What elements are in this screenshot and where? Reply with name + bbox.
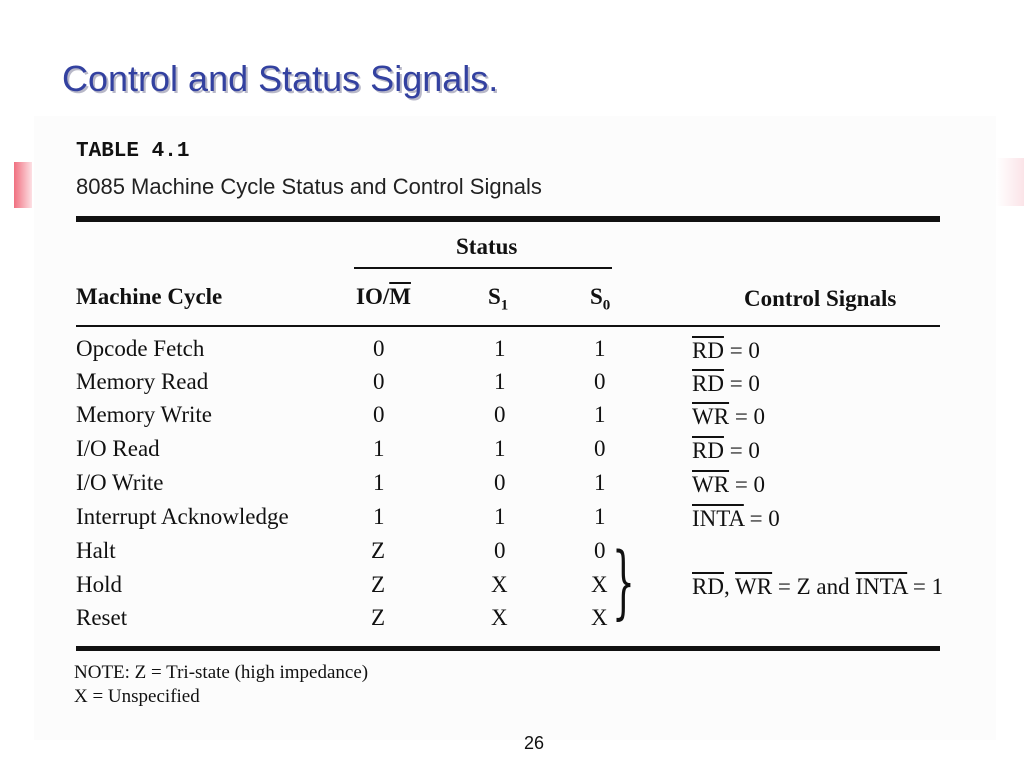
accent-bar-left bbox=[14, 162, 32, 208]
control-cell: $\overline{WR} = 0$ bbox=[692, 472, 766, 497]
cycle-cell: Halt bbox=[76, 538, 116, 563]
cycle-cell: Opcode Fetch bbox=[76, 336, 205, 361]
s0-cell: 1 bbox=[594, 336, 606, 361]
s0-header: $S_0$ bbox=[590, 284, 611, 314]
status-group-rule bbox=[354, 267, 612, 269]
io-m-header: $IO/\overline{M}$ bbox=[356, 284, 411, 309]
note-line: NOTE: Z = Tri-state (high impedance) bbox=[74, 662, 369, 683]
iom-cell: Z bbox=[371, 538, 386, 563]
iom-cell: 0 bbox=[373, 369, 385, 394]
iom-cell: 1 bbox=[373, 470, 385, 495]
header-rule bbox=[76, 325, 940, 327]
s1-cell: X bbox=[491, 605, 508, 630]
control-cell: $\overline{WR} = 0$ bbox=[692, 404, 766, 429]
s1-cell: 0 bbox=[494, 538, 506, 563]
table-caption: 8085 Machine Cycle Status and Control Signals bbox=[76, 174, 542, 199]
s1-header: $S_1$ bbox=[488, 284, 509, 314]
cycle-cell: Memory Read bbox=[76, 369, 209, 394]
control-cell: INTA = 0 bbox=[692, 506, 780, 531]
s1-cell: 1 bbox=[494, 436, 506, 461]
slide-title: Control and Status Signals. bbox=[62, 58, 499, 99]
table-label: TABLE 4.1 bbox=[76, 140, 190, 163]
cycle-cell: I/O Read bbox=[76, 436, 160, 461]
s1-cell: X bbox=[491, 572, 508, 597]
s1-cell: 1 bbox=[494, 336, 506, 361]
cycle-cell: I/O Write bbox=[76, 470, 164, 495]
iom-cell: 1 bbox=[373, 436, 385, 461]
iom-cell: 1 bbox=[373, 504, 385, 529]
iom-cell: Z bbox=[371, 605, 386, 630]
cycle-cell: Interrupt Acknowledge bbox=[76, 504, 289, 529]
s0-cell: 1 bbox=[594, 470, 606, 495]
s1-cell: 1 bbox=[494, 369, 506, 394]
s0-cell: X bbox=[591, 572, 608, 597]
accent-bar-right bbox=[996, 158, 1024, 206]
note-line: X = Unspecified bbox=[74, 686, 200, 707]
s0-cell: 1 bbox=[594, 504, 606, 529]
iom-cell: 0 bbox=[373, 402, 385, 427]
s0-cell: 0 bbox=[594, 369, 606, 394]
s1-cell: 1 bbox=[494, 504, 506, 529]
cycle-cell: Memory Write bbox=[76, 402, 212, 427]
control-cell: $\overline{RD} = 0$ bbox=[692, 438, 760, 463]
top-rule bbox=[76, 216, 940, 222]
machine-cycle-header: Machine Cycle bbox=[76, 284, 223, 309]
control-cell: $\overline{RD} = 0$ bbox=[692, 338, 760, 363]
control-cell: $\overline{RD} = 0$ bbox=[692, 371, 760, 396]
right-brace-icon: } bbox=[612, 535, 635, 628]
s0-cell: X bbox=[591, 605, 608, 630]
page-number: 26 bbox=[524, 733, 545, 753]
s0-cell: 1 bbox=[594, 402, 606, 427]
iom-cell: 0 bbox=[373, 336, 385, 361]
s0-cell: 0 bbox=[594, 436, 606, 461]
s0-cell: 0 bbox=[594, 538, 606, 563]
status-group-header: Status bbox=[456, 234, 518, 259]
iom-cell: Z bbox=[371, 572, 386, 597]
s1-cell: 0 bbox=[494, 402, 506, 427]
bottom-rule bbox=[76, 646, 940, 651]
cycle-cell: Reset bbox=[76, 605, 128, 630]
s1-cell: 0 bbox=[494, 470, 506, 495]
cycle-cell: Hold bbox=[76, 572, 122, 597]
control-signals-header: Control Signals bbox=[744, 286, 897, 311]
grouped-control-cell: $\overline{RD}$, $\overline{WR} = Z$ and INTA = 1 bbox=[692, 574, 944, 599]
